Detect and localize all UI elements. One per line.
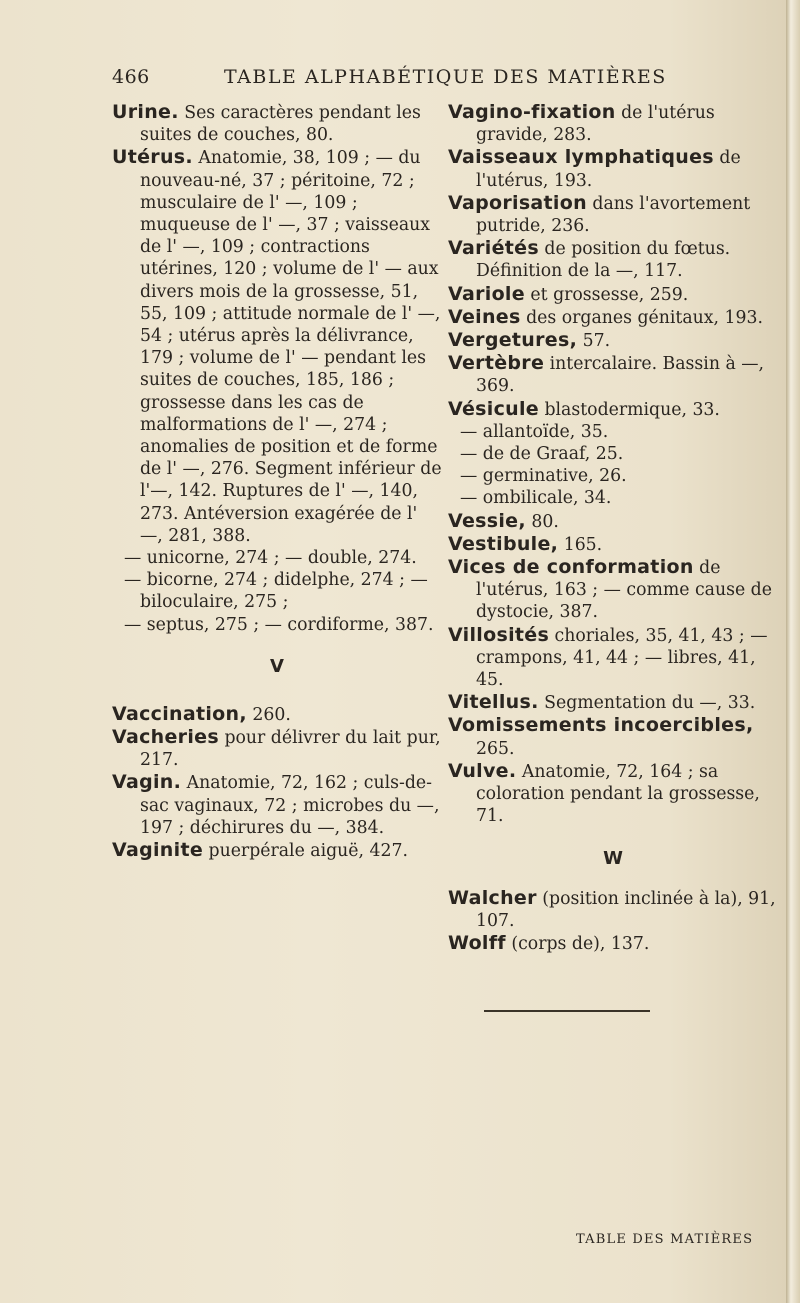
page-edge: [786, 0, 800, 1303]
entry-headword: Variole: [448, 282, 525, 305]
index-entry: [448, 329, 778, 352]
entry-headword: Vagino-fixation: [448, 101, 616, 123]
index-entry: [448, 714, 778, 759]
footer-text: TABLE DES MATIÈRES: [576, 1232, 754, 1247]
entry-text: puerpérale aiguë, 427.: [203, 841, 409, 862]
entry-text: dans l'avortement putride, 236.: [476, 193, 751, 237]
index-entry: [112, 839, 442, 862]
entry-headword: Vaccination,: [112, 702, 247, 725]
entry-text: — septus, 275 ; — cordiforme, 387.: [124, 614, 434, 635]
section-letter-w: W: [603, 847, 623, 869]
page-number: 466: [112, 66, 150, 88]
entry-headword: Vergetures,: [448, 329, 578, 352]
right-entries: [448, 101, 778, 828]
index-entry: [112, 146, 442, 547]
entry-text: Anatomie, 38, 109 ; — du nouveau-né, 37 ; péritoine, 72 ; musculaire de l' —, 109 ; muqueuse de l' —, 37 ; vaisseaux de l' —, 109 ; contractions utérines, 120 ; volume de l' — aux divers mois de la grossesse, 51, 55, 109 ; attitude normale de l' —, 54 ; utérus après la délivrance, 179 ; volume de l' — pendant les suites de couches, 185, 186 ; grossesse dans les cas de malformations de l' —, 274 ; anomalies de position et de forme de l' —, 276. Segment inférieur de l'—, 142. Ruptures de l' —, 140, 273. Antéversion exagérée de l' —, 281, 388.: [140, 148, 442, 546]
entry-headword: Vaisseaux lymphatiques: [448, 146, 714, 169]
entry-text: (corps de), 137.: [505, 933, 650, 954]
index-entry: [448, 760, 778, 828]
entry-headword: Urine.: [112, 101, 179, 123]
entry-text: de l'utérus, 163 ; — comme cause de dystocie, 387.: [476, 558, 772, 623]
entry-text: — unicorne, 274 ; — double, 274.: [124, 548, 417, 569]
entry-headword: Vitellus.: [448, 691, 539, 714]
entry-text: — allantoïde, 35.: [460, 421, 609, 442]
entry-text: Segmentation du —, 33.: [538, 693, 756, 714]
index-entry: [448, 887, 778, 932]
entry-text: Anatomie, 72, 162 ; culs-de-sac vaginaux, 72 ; microbes du —, 197 ; déchirures du —, 384.: [140, 773, 440, 838]
entry-headword: Vacheries: [112, 726, 219, 749]
entry-text: 80.: [525, 511, 559, 532]
index-entry: [448, 146, 778, 191]
entry-text: et grossesse, 259.: [524, 284, 689, 305]
index-entry: [448, 283, 778, 306]
index-entry: [448, 510, 778, 533]
entry-text: 57.: [577, 331, 611, 352]
entry-text: 260.: [246, 704, 291, 725]
entry-text: de l'utérus, 193.: [476, 148, 741, 191]
entry-headword: Vestibule,: [448, 532, 559, 555]
entry-text: intercalaire. Bassin à —, 369.: [476, 354, 765, 397]
section-letter-v: V: [270, 655, 284, 677]
index-entry: [448, 192, 778, 237]
entry-text: blastodermique, 33.: [538, 399, 720, 420]
entry-text: choriales, 35, 41, 43 ; — crampons, 41, 44 ; — libres, 41, 45.: [476, 625, 768, 691]
entry-text: — ombilicale, 34.: [460, 488, 612, 509]
entry-headword: Vomissements incoercibles,: [448, 714, 754, 737]
index-entry: [448, 352, 778, 397]
entry-text: Anatomie, 72, 164 ; sa coloration pendant la grossesse, 71.: [476, 761, 760, 827]
page-title: TABLE ALPHABÉTIQUE DES MATIÈRES: [224, 66, 667, 88]
index-entry: [448, 421, 778, 443]
index-entry: [448, 691, 778, 714]
index-entry: [448, 237, 778, 282]
entry-text: Ses caractères pendant les suites de couches, 80.: [140, 103, 421, 146]
index-entry: [112, 101, 442, 146]
index-entry: [112, 726, 442, 771]
entry-text: — bicorne, 274 ; didelphe, 274 ; — biloculaire, 275 ;: [124, 570, 428, 613]
index-entry: [448, 932, 778, 955]
entry-text: — de de Graaf, 25.: [460, 444, 624, 465]
entry-headword: Variétés: [448, 237, 539, 260]
right-w-entries: [448, 887, 778, 956]
entry-headword: Vaporisation: [448, 191, 587, 214]
index-entry: [448, 465, 778, 487]
entry-headword: Vagin.: [112, 771, 182, 794]
entry-text: de l'utérus gravide, 283.: [476, 103, 715, 146]
running-header: [112, 66, 752, 92]
index-entry: [112, 703, 442, 726]
entry-text: pour délivrer du lait pur, 217.: [140, 728, 441, 771]
index-entry: [448, 487, 778, 509]
index-entry: [112, 771, 442, 839]
index-entry: [112, 614, 442, 636]
index-entry: [112, 547, 442, 569]
index-entry: [448, 533, 778, 556]
index-entry: [448, 101, 778, 146]
left-column: [112, 101, 442, 862]
index-entry: [448, 556, 778, 624]
index-entry: [112, 569, 442, 613]
entry-headword: Vessie,: [448, 509, 526, 532]
entry-headword: Vertèbre: [448, 352, 545, 375]
entry-headword: Villosités: [448, 623, 550, 646]
entry-headword: Vésicule: [448, 397, 539, 420]
left-entries: [112, 101, 442, 636]
end-rule: [484, 1010, 650, 1012]
index-entry: [448, 624, 778, 692]
entry-text: 265.: [476, 738, 515, 759]
entry-text: de position du fœtus. Définition de la —, 117.: [476, 239, 731, 282]
index-entry: [448, 443, 778, 465]
left-v-entries: [112, 703, 442, 862]
index-entry: [448, 306, 778, 329]
entry-text: — germinative, 26.: [460, 466, 627, 487]
index-entry: [448, 398, 778, 421]
entry-headword: Wolff: [448, 931, 506, 954]
entry-headword: Veines: [448, 305, 521, 328]
entry-text: 165.: [558, 534, 603, 555]
entry-headword: Walcher: [448, 886, 537, 909]
entry-headword: Vulve.: [448, 759, 517, 782]
entry-headword: Vaginite: [112, 839, 204, 862]
entry-text: (position inclinée à la), 91, 107.: [476, 888, 776, 931]
entry-headword: Vices de conformation: [448, 556, 694, 579]
right-column: [448, 101, 778, 955]
entry-headword: Utérus.: [112, 146, 193, 169]
entry-text: des organes génitaux, 193.: [520, 307, 764, 328]
